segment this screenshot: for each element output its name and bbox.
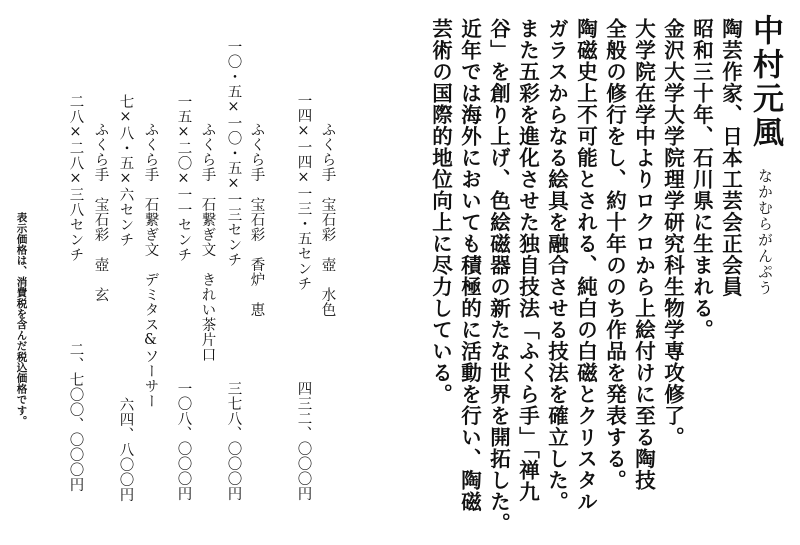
work-name: ふくら手 宝石彩 壺 水色: [319, 122, 336, 317]
bio-line: 谷」を創り上げ、色絵磁器の新たな世界を開拓した。: [486, 18, 511, 534]
work-size: 一四×一四×一三・五センチ: [295, 93, 312, 291]
bio-line: 昭和三十年、石川県に生まれる。: [689, 18, 714, 341]
work-price: 一〇八、〇〇〇円: [175, 381, 192, 501]
bio-line: 芸術の国際的地位向上に尽力している。: [428, 18, 453, 405]
bio-line: 陶芸作家、日本工芸会正会員: [718, 18, 743, 298]
work-name: ふくら手 石繋ぎ文 きれい茶片口: [199, 122, 216, 362]
artist-name: 中村元風: [747, 14, 783, 150]
work-name: ふくら手 宝石彩 香炉 恵: [248, 122, 265, 317]
work-name: ふくら手 石繋ぎ文 デミタス&ソーサー: [142, 122, 159, 409]
bio-line: 近年では海外においても積極的に活動を行い、陶磁: [457, 18, 482, 513]
work-size: 二八×二八×三八センチ: [67, 94, 84, 262]
bio-line: 金沢大学大学院理学研究科生物学専攻修了。: [660, 18, 685, 448]
work-name: ふくら手 宝石彩 壺 玄: [92, 122, 109, 302]
bio-line: また五彩を進化させた独自技法「ふくら手」「禅九: [515, 18, 540, 503]
bio-line: 全般の修行をし、約十年ののち作品を発表する。: [602, 18, 627, 491]
work-price: 三七八、〇〇〇円: [225, 381, 242, 501]
work-price: 四三二、〇〇〇円: [295, 381, 312, 501]
bio-line: ガラスからなる絵具を融合させる技法を確立した。: [544, 18, 569, 513]
tax-included-footnote: 表示価格は、消費税を含んだ税込価格です。: [15, 212, 28, 426]
work-size: 一〇・五×一〇・五×一三センチ: [225, 39, 242, 267]
work-price: 六四、八〇〇円: [117, 397, 134, 502]
artist-name-reading: なかむらがんぷう: [756, 168, 774, 296]
bio-line: 陶磁史上不可能とされる、純白の白磁とクリスタル: [573, 18, 598, 513]
work-size: 一五×二〇×一一センチ: [175, 94, 192, 262]
work-price: 二、七〇〇、〇〇〇円: [67, 342, 84, 492]
work-size: 七×八・五×六センチ: [117, 94, 134, 247]
bio-line: 大学院在学中よりロクロから上絵付けに至る陶技: [631, 18, 656, 491]
